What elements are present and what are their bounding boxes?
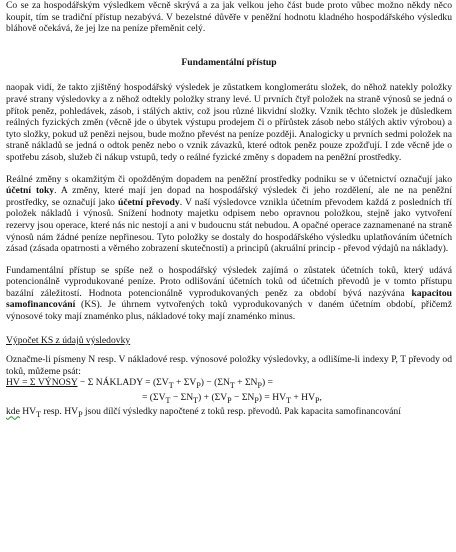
subscript: P — [227, 395, 232, 405]
subscript: T — [168, 381, 174, 391]
text-run: HV — [19, 406, 37, 418]
term-ucetni-toky: účetní toky — [6, 185, 55, 197]
text-run: + ΣN — [234, 377, 258, 389]
spacer — [6, 323, 452, 335]
spacer — [6, 255, 452, 265]
text-run: Fundamentální přístup se spíše než o hospodářský výsledek zajímá o zůstatek účetních toků, který udává potencionálně vyprodukované peníze. Proto odlišování účetních toků od účetních převodů je v tomto přístupu bazální záležitostí. Hodnota potencionálně vyprodukovaných peněz za období bývá nazývána — [6, 264, 452, 299]
spacer — [6, 164, 452, 174]
subscript: T — [165, 395, 171, 405]
formula-hv-vynosy: HV = Σ VÝNOSY — [6, 377, 78, 389]
formula-line-2 — [6, 392, 452, 407]
paragraph-where — [6, 406, 452, 421]
intro-paragraph: Co se za hospodářským výsledkem věcně skrývá a za jak velkou jeho část bude proto vůbec možno někdy něco koupit, tím se tradiční přístup nezabývá. V bezelstné důvěře v peněžní hodnotu kladného hospodářského výsledku bláhově očekává, že jej lze na peníze přeměnit celý. — [6, 0, 452, 35]
subscript: P — [257, 381, 262, 391]
text-run: jsou dílčí výsledky napočtené z toků resp. převodů. Pak kapacita samofinancování — [82, 406, 401, 418]
spacer — [6, 35, 452, 57]
text-run: resp. HV — [41, 406, 79, 418]
text-run: Reálné změny s okamžitým či opožděným dopadem na peněžní prostředky podniku se v účetnictví označují jako — [6, 173, 452, 185]
text-run: , — [319, 391, 322, 403]
text-run: − ΣN — [170, 391, 194, 403]
text-run: − Σ NÁKLADY = (ΣV — [77, 377, 169, 389]
text-run: . A změny, které mají jen dopad na hospodářský výsledek či jeho rozdělení, ale ne na peněžní prostředky, se označují jako — [6, 185, 452, 208]
subscript: T — [229, 381, 235, 391]
text-run: ) = — [261, 377, 273, 389]
text-run: + ΣV — [173, 377, 197, 389]
document-page — [6, 0, 452, 421]
term-ucetni-prevody: účetní převody — [118, 196, 180, 208]
text-run: ) + (ΣV — [198, 391, 228, 403]
text-run: . V naší výsledovce vznikla účetním převodem každá z posledních tří položek nákladů i výnosů. Snížení hodnoty majetku odpisem nebo opravnou položkou, stejně jako vytvoření rezervy jsou operace, které nás nic nestojí a ani v budoucnu stát nebudou. A opačné operace zaznamenané na straně výnosů nám žádné peníze nepřinesou. Tyto položky se dostaly do hospodářského výsledku uplatňováním účetních zásad (zásada opatrnosti a věrného zobrazení skutečnosti) a principů (akruální princip - převod výdajů na náklady). — [6, 196, 453, 255]
text-run: = (ΣV — [142, 391, 166, 403]
term-kapacita-samofinancovani: kapacitou samofinancování — [6, 287, 452, 311]
spacer — [6, 346, 452, 354]
subscript: P — [78, 410, 83, 420]
paragraph-flows — [6, 174, 452, 255]
text-run: − ΣN — [231, 391, 255, 403]
spacer — [6, 68, 452, 82]
spellcheck-word: kde — [6, 406, 20, 418]
text-run: ) = HV — [258, 391, 287, 403]
subheading: Výpočet KS z údajů výsledovky — [6, 334, 131, 346]
subscript: P — [315, 395, 320, 405]
formula-line-1 — [6, 377, 452, 392]
text-run: + HV — [290, 391, 316, 403]
subscript: P — [196, 381, 201, 391]
text-run: (KS). Je úhrnem vytvořených toků vyprodukovaných v daném účetním období, přičemž výnosové toky mají znaménko plus, nákladové toky mají znaménko minus. — [6, 299, 452, 323]
subscript: T — [36, 410, 42, 420]
section-heading: Fundamentální přístup — [181, 56, 277, 68]
paragraph-notation: Označme-li písmeny N resp. V nákladové resp. výnosové položky výsledovky, a odlišíme-li indexy P, T převody od toků, můžeme psát: — [6, 354, 452, 377]
subscript: P — [254, 395, 259, 405]
subscript: T — [193, 395, 199, 405]
paragraph-fundamental: naopak vidí, že takto zjištěný hospodářský výsledek je zůstatkem konglomerátu složek, do něhož natekly položky pravé strany výsledovky a z něhož odtekly položky strany levé. U prvních čtyř položek na straně výnosů se jedná o přítok peněz, pohledávek, zásob, i stálých aktiv, což jsou různé likvidní složky. Vznik těchto složek je důsledkem reálných fyzických změn (věcně jde o úbytek výstupu prodejem či o přírůstek zásob nebo stálých aktiv výrobou) a tyto složky, pokud už penězi nejsou, bude možno převést na peníze později. Analogicky u prvních sedmi položek na straně nákladů se jedná o odtok peněz nebo o vznik závazků, které odtok peněz pouze zpožďují. I zde věcně jde o spotřebu zásob, služeb či nákup vstupů, tedy o reálné fyzické změny s dopadem na peněžní prostředky. — [6, 82, 452, 163]
text-run: ) − (ΣN — [200, 377, 230, 389]
paragraph-capacity — [6, 265, 452, 323]
subscript: T — [286, 395, 291, 405]
